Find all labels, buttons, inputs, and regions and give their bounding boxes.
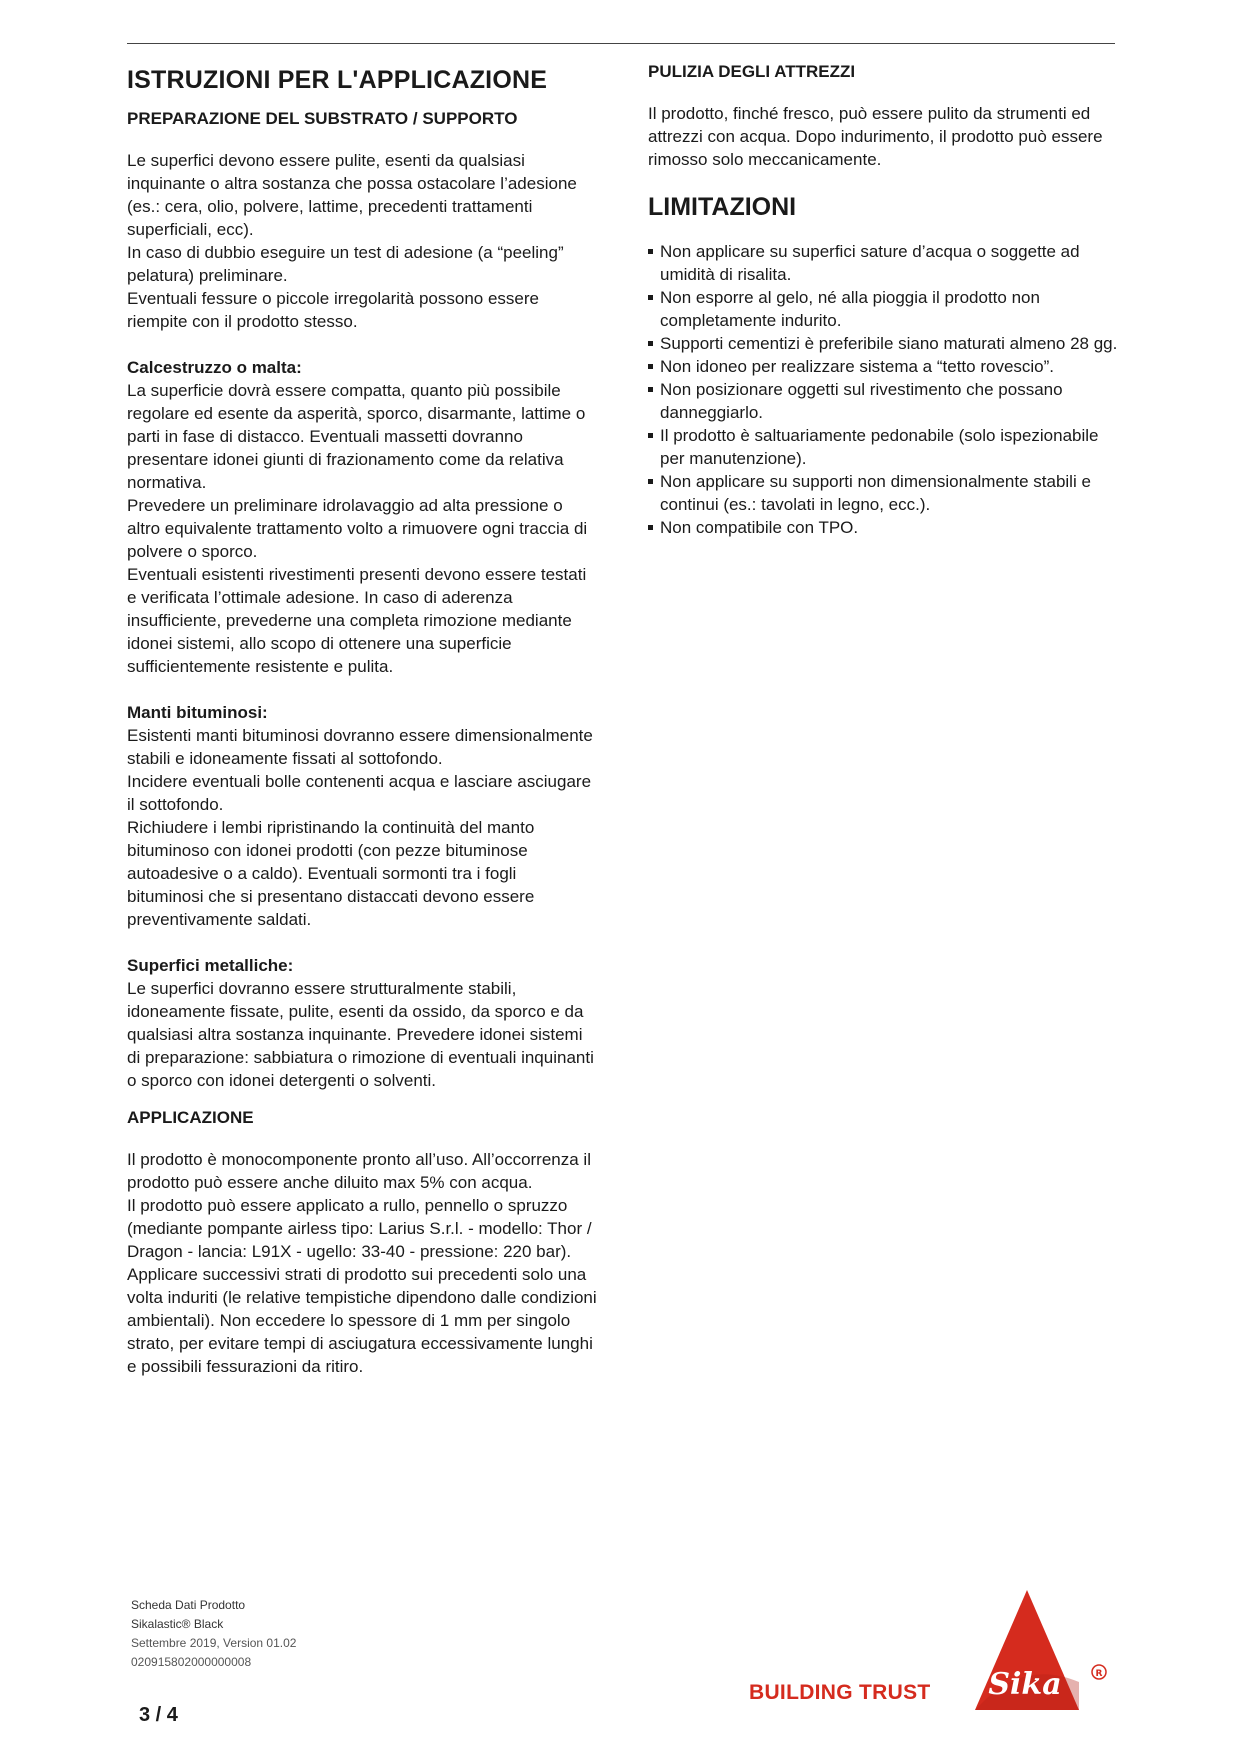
list-item: Non idoneo per realizzare sistema a “tetto rovescio”.	[648, 355, 1118, 378]
paragraph: Il prodotto è monocomponente pronto all’uso. All’occorrenza il prodotto può essere anche diluito max 5% con acqua.	[127, 1150, 591, 1192]
paragraph: La superficie dovrà essere compatta, quanto più possibile regolare ed esente da asperità, sporco, disarmante, lattime o parti in fase di distacco. Eventuali massetti dovranno presentare idonei giunti di frazionamento come da relativa normativa.	[127, 381, 586, 492]
footer-product-name: Sikalastic® Black	[131, 1617, 224, 1631]
bullet-square-icon	[648, 295, 653, 300]
bullet-square-icon	[648, 249, 653, 254]
paragraph: Incidere eventuali bolle contenenti acqua e lasciare asciugare il sottofondo.	[127, 772, 592, 814]
heading-substrate: PREPARAZIONE DEL SUBSTRATO / SUPPORTO	[127, 109, 518, 128]
top-rule	[127, 43, 1115, 44]
footer-code: 020915802000000008	[131, 1655, 252, 1669]
bullet-square-icon	[648, 479, 653, 484]
bullet-square-icon	[648, 387, 653, 392]
paragraph: Applicare successivi strati di prodotto sui precedenti solo una volta induriti (le relative tempistiche dipendono dalle condizioni ambientali). Non eccedere lo spessore di 1 mm per singolo strato, per evitare tempi di asciugatura eccessivamente lunghi e possibili fessurazioni da ritiro.	[127, 1265, 597, 1376]
footer-doc-type: Scheda Dati Prodotto	[131, 1598, 246, 1612]
bullet-square-icon	[648, 433, 653, 438]
brand-tagline: BUILDING TRUST	[749, 1681, 931, 1704]
bitumen-block	[127, 701, 597, 931]
page-number: 3 / 4	[139, 1704, 178, 1726]
svg-text:R: R	[1095, 1669, 1103, 1679]
subheading-bitumen: Manti bituminosi:	[127, 703, 268, 722]
heading-application: APPLICAZIONE	[127, 1108, 254, 1127]
substrate-block	[127, 149, 597, 333]
list-item: Non applicare su supporti non dimensionalmente stabili e continui (es.: tavolati in legno, ecc.).	[648, 470, 1118, 516]
metal-block	[127, 954, 597, 1092]
limitations-list	[648, 240, 1118, 539]
list-item: Non esporre al gelo, né alla pioggia il prodotto non completamente indurito.	[648, 286, 1118, 332]
list-item: Non posizionare oggetti sul rivestimento che possano danneggiarlo.	[648, 378, 1118, 424]
left-column	[127, 58, 597, 1378]
paragraph: Le superfici dovranno essere strutturalmente stabili, idoneamente fissate, pulite, esenti da ossido, da sporco e da qualsiasi altra sostanza inquinante. Prevedere idonei sistemi di preparazione: sabbiatura o rimozione di eventuali inquinanti o sporco con idonei detergenti o solventi.	[127, 979, 594, 1090]
list-item: Non applicare su superfici sature d’acqua o soggette ad umidità di risalita.	[648, 240, 1118, 286]
list-item: Il prodotto è saltuariamente pedonabile (solo ispezionabile per manutenzione).	[648, 424, 1118, 470]
subheading-concrete: Calcestruzzo o malta:	[127, 358, 302, 377]
footer-version: Settembre 2019, Version 01.02	[131, 1636, 297, 1650]
list-item: Supporti cementizi è preferibile siano maturati almeno 28 gg.	[648, 332, 1118, 355]
subheading-metal: Superfici metalliche:	[127, 956, 294, 975]
paragraph-cleaning: Il prodotto, finché fresco, può essere pulito da strumenti ed attrezzi con acqua. Dopo indurimento, il prodotto può essere rimosso solo meccanicamente.	[648, 104, 1103, 169]
paragraph: Eventuali fessure o piccole irregolarità possono essere riempite con il prodotto stesso.	[127, 289, 540, 331]
paragraph: Il prodotto può essere applicato a rullo, pennello o spruzzo (mediante pompante airless tipo: Larius S.r.l. - modello: Thor / Dragon - lancia: L91X - ugello: 33-40 - pressione: 220 bar).	[127, 1196, 592, 1261]
sika-logo-icon	[975, 1590, 1115, 1718]
bullet-square-icon	[648, 525, 653, 530]
concrete-block	[127, 356, 597, 678]
bullet-square-icon	[648, 341, 653, 346]
paragraph: Prevedere un preliminare idrolavaggio ad alta pressione o altro equivalente trattamento volto a rimuovere ogni traccia di polvere o sporco.	[127, 496, 588, 561]
footer-product-info	[131, 1596, 296, 1672]
right-column	[648, 58, 1118, 539]
application-block	[127, 1148, 597, 1378]
paragraph: Esistenti manti bituminosi dovranno essere dimensionalmente stabili e idoneamente fissati al sottofondo.	[127, 726, 593, 768]
bullet-square-icon	[648, 364, 653, 369]
section-title-instructions: ISTRUZIONI PER L'APPLICAZIONE	[127, 66, 548, 94]
paragraph: Le superfici devono essere pulite, esenti da qualsiasi inquinante o altra sostanza che possa ostacolare l’adesione (es.: cera, olio, polvere, lattime, precedenti trattamenti superficiali, ecc).	[127, 151, 577, 239]
list-item: Non compatibile con TPO.	[648, 516, 1118, 539]
paragraph: In caso di dubbio eseguire un test di adesione (a “peeling” pelatura) preliminare.	[127, 243, 564, 285]
section-title-limitations: LIMITAZIONI	[648, 193, 797, 221]
logo-wordmark: Sika	[988, 1667, 1062, 1702]
heading-cleaning: PULIZIA DEGLI ATTREZZI	[648, 62, 856, 81]
paragraph: Richiudere i lembi ripristinando la continuità del manto bituminoso con idonei prodotti (con pezze bituminose autoadesive o a caldo). Eventuali sormonti tra i fogli bituminosi che si presentano distaccati devono essere preventivamente saldati.	[127, 818, 535, 929]
paragraph: Eventuali esistenti rivestimenti presenti devono essere testati e verificata l’ottimale adesione. In caso di aderenza insufficiente, prevederne una completa rimozione mediante idonei sistemi, allo scopo di ottenere una superficie sufficientemente resistente e pulita.	[127, 565, 587, 676]
